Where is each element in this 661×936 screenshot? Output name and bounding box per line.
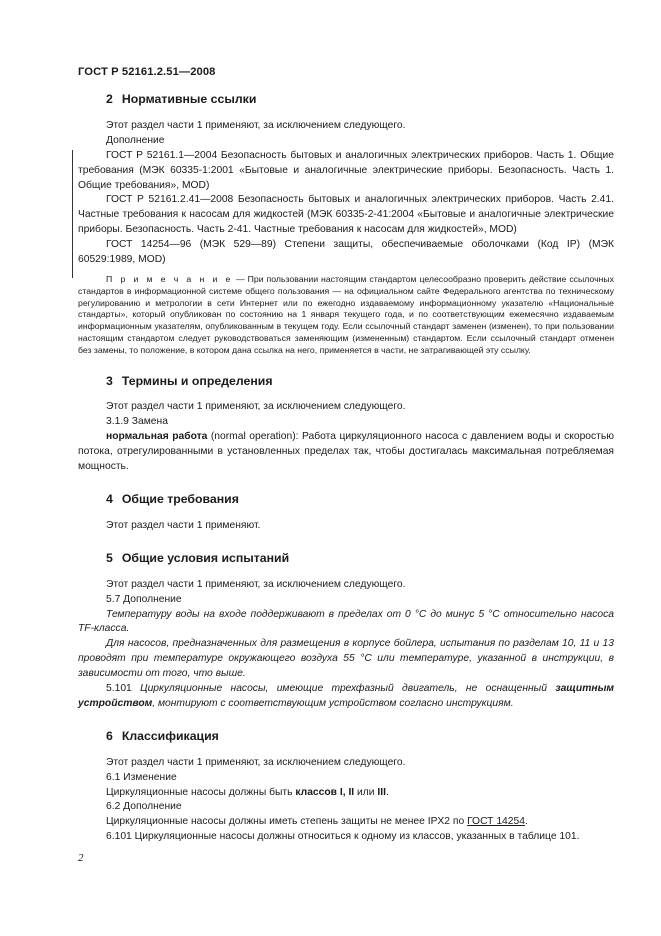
section-heading [78, 492, 614, 507]
term: нормальная работа [106, 431, 208, 443]
paragraph: Этот раздел части 1 применяют, за исключением следующего. [106, 401, 406, 413]
section-heading [78, 374, 614, 389]
subclause-heading: 6.2 Дополнение [106, 801, 182, 813]
document-header: ГОСТ Р 52161.2.51—2008 [78, 66, 216, 78]
paragraph: Дополнение [106, 134, 165, 146]
subclause-heading: 3.1.9 Замена [106, 416, 168, 428]
document-body [78, 88, 614, 845]
note-label: П р и м е ч а н и е [106, 273, 233, 284]
class-list: I, II [337, 786, 355, 798]
reference-item: ГОСТ Р 52161.1—2004 Безопасность бытовых и аналогичных электрических приборов. Часть 1. Общие требования (МЭК 60335-1:2001 «Бытовые и аналогичные электрические приборы. Безопасность. Часть 1. Общие требования», MOD) [78, 149, 614, 191]
clause-number: 5.101 [106, 683, 141, 695]
section-number: 6 [106, 728, 113, 743]
section-number: 5 [106, 550, 113, 565]
subclause-heading: 5.7 Дополнение [106, 593, 182, 605]
clause-text: . [386, 786, 389, 798]
section-title: Классификация [121, 728, 219, 743]
clause-text: Циркуляционные насосы должны быть [106, 786, 296, 798]
paragraph: Этот раздел части 1 применяют, за исключением следующего. [106, 578, 406, 590]
section-number: 2 [106, 92, 113, 106]
section-heading [78, 729, 614, 744]
section-number: 4 [106, 491, 113, 506]
paragraph: 6.101 Циркуляционные насосы должны относиться к одному из классов, указанных в таблице 101. [106, 831, 580, 843]
paragraph [78, 682, 614, 712]
subclause-heading: 6.1 Изменение [106, 771, 177, 783]
reference-item: ГОСТ 14254—96 (МЭК 529—89) Степени защиты, обеспечиваемые оболочками (Код IP) (МЭК 60529:1989, MOD) [78, 239, 614, 266]
paragraph [78, 815, 614, 830]
definition [78, 430, 614, 475]
clause-text: Циркуляционные насосы должны иметь степень защиты не менее IPX2 по [106, 816, 468, 828]
section-title: Общие условия испытаний [121, 550, 290, 565]
term-english: (normal operation): [207, 431, 302, 443]
standard-link[interactable]: ГОСТ 14254 [467, 816, 525, 828]
section-heading [78, 551, 614, 566]
paragraph: Этот раздел части 1 применяют. [106, 519, 261, 531]
paragraph: Этот раздел части 1 применяют, за исключением следующего. [106, 756, 406, 768]
clause-text: . [524, 816, 528, 828]
clause-text: , монтируют с соответствующим устройством согласно инструкциям. [152, 697, 514, 709]
paragraph [78, 786, 614, 801]
defined-term: классов [295, 786, 337, 798]
section-title: Нормативные ссылки [121, 92, 257, 106]
section-heading [78, 92, 614, 107]
clause-text: Циркуляционные насосы, имеющие трехфазный двигатель, не оснащенный [140, 683, 556, 695]
paragraph: Этот раздел части 1 применяют, за исключением следующего. [106, 119, 406, 131]
section-title: Термины и определения [121, 373, 273, 388]
page-number: 2 [78, 852, 84, 864]
defined-term: защитным устройством [78, 683, 614, 709]
change-bar [72, 150, 73, 278]
clause-text: или [354, 786, 378, 798]
paragraph: Температуру воды на входе поддерживают в пределах от 0 °С до минус 5 °С относительно насоса TF-класса. [78, 608, 614, 635]
reference-item: ГОСТ Р 52161.2.41—2008 Безопасность бытовых и аналогичных электрических приборов. Часть 2.41. Частные требования к насосам для жидкостей (МЭК 60335-2-41:2004 «Бытовые и аналогичные электрические приборы. Безопасность. Часть 2-41. Частные требования к насосам для жидкостей», MOD) [78, 194, 614, 236]
term-definition: Работа циркуляционного насоса с давлением воды и скоростью потока, отрегулированными в установленных пределах так, чтобы достигалась максимальная потребляемая мощность. [78, 431, 614, 473]
note [78, 274, 614, 357]
section-number: 3 [106, 373, 113, 388]
class-item: III [377, 786, 386, 798]
paragraph: Для насосов, предназначенных для размещения в корпусе бойлера, испытания по разделам 10, 11 и 13 проводят при температуре окружающего воздуха 55 °С или температуре, указанной в инструкции, в зависимости от того, что выше. [78, 638, 614, 680]
section-title: Общие требования [121, 491, 239, 506]
note-text: — При пользовании настоящим стандартом целесообразно проверить действие ссылочных стандартов в информационной системе общего пользования — на официальном сайте Федерального агентства по техническому регулированию и метрологии в сети Интернет или по ежегодно издаваемому информационному указателю «Национальные стандарты», который опубликован по состоянию на 1 января текущего года, и по соответствующим ежемесячно издаваемым информационным указателям, опубликованным в текущем году. Если ссылочный стандарт заменен (изменен), то при пользовании настоящим стандартом следует руководствоваться заменяющим (измененным) стандартом. Если ссылочный стандарт отменен без замены, то положение, в котором дана ссылка на него, применяется в части, не затрагивающей эту ссылку. [78, 273, 614, 355]
